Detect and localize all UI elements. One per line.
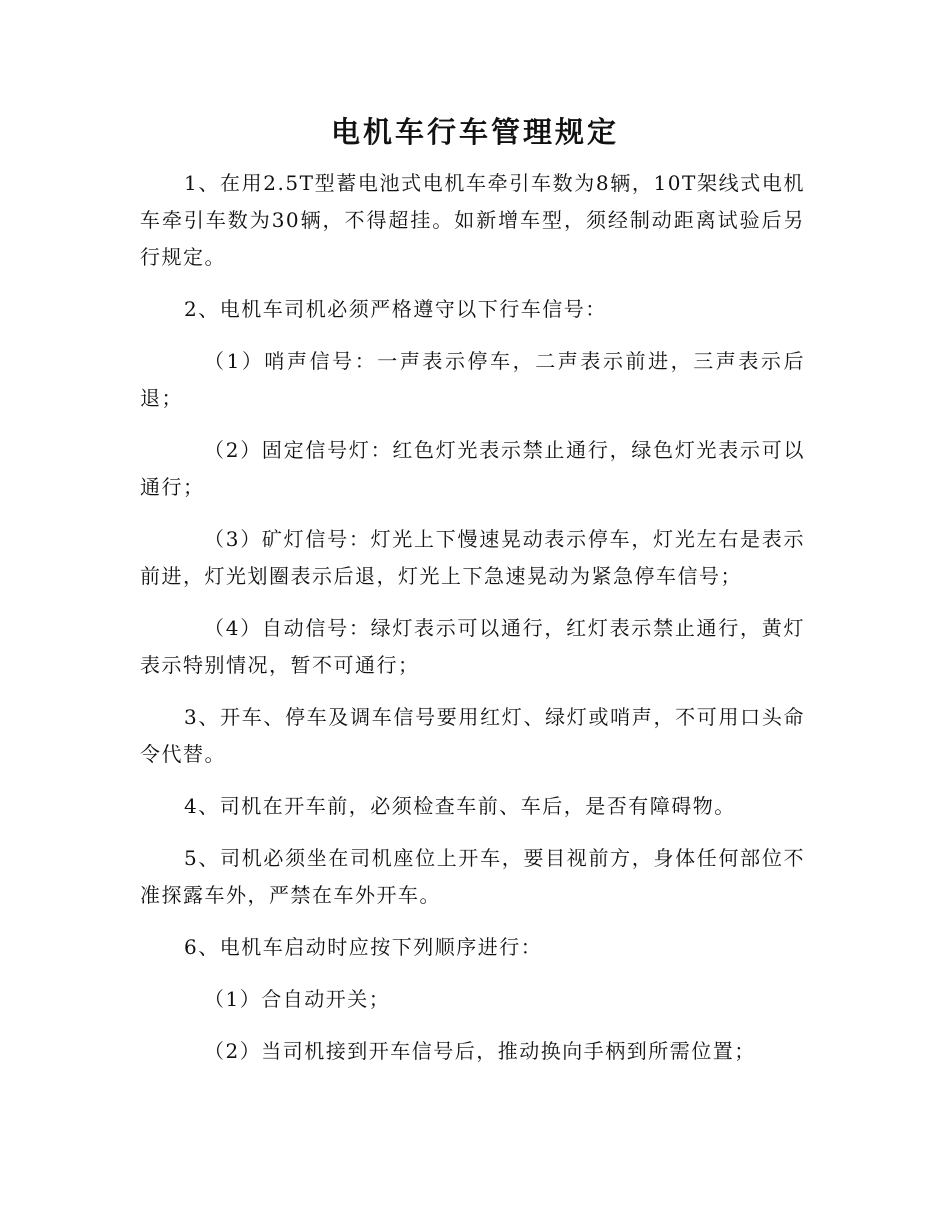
- paragraph-6-item-1: （1）合自动开关；: [204, 987, 391, 1011]
- paragraph-2-item-2: （2）固定信号灯：红色灯光表示禁止通行，绿色灯光表示可以通行；: [140, 438, 805, 499]
- paragraph-2-item-3: （3）矿灯信号：灯光上下慢速晃动表示停车，灯光左右是表示前进，灯光划圈表示后退，灯光上下急速晃动为紧急停车信号；: [140, 527, 805, 588]
- paragraph-2-item-4: （4）自动信号：绿灯表示可以通行，红灯表示禁止通行，黄灯表示特别情况，暂不可通行；: [140, 616, 805, 677]
- paragraph-4: 4、司机在开车前，必须检查车前、车后，是否有障碍物。: [184, 794, 736, 818]
- paragraph-6: 6、电机车启动时应按下列顺序进行：: [184, 935, 543, 959]
- paragraph-2: 2、电机车司机必须严格遵守以下行车信号：: [184, 297, 607, 321]
- document-body: [140, 165, 805, 1085]
- paragraph-1: 1、在用2.5T型蓄电池式电机车牵引车数为8辆，10T架线式电机车牵引车数为30辆，不得超挂。如新增车型，须经制动距离试验后另行规定。: [140, 171, 805, 269]
- paragraph-6-item-2: （2）当司机接到开车信号后，推动换向手柄到所需位置；: [204, 1039, 756, 1063]
- paragraph-2-item-1: （1）哨声信号：一声表示停车，二声表示前进，三声表示后退；: [140, 349, 805, 410]
- document-title: 电机车行车管理规定: [330, 115, 619, 149]
- paragraph-5: 5、司机必须坐在司机座位上开车，要目视前方，身体任何部位不准探露车外，严禁在车外开车。: [140, 846, 805, 907]
- paragraph-3: 3、开车、停车及调车信号要用红灯、绿灯或哨声，不可用口头命令代替。: [140, 705, 805, 766]
